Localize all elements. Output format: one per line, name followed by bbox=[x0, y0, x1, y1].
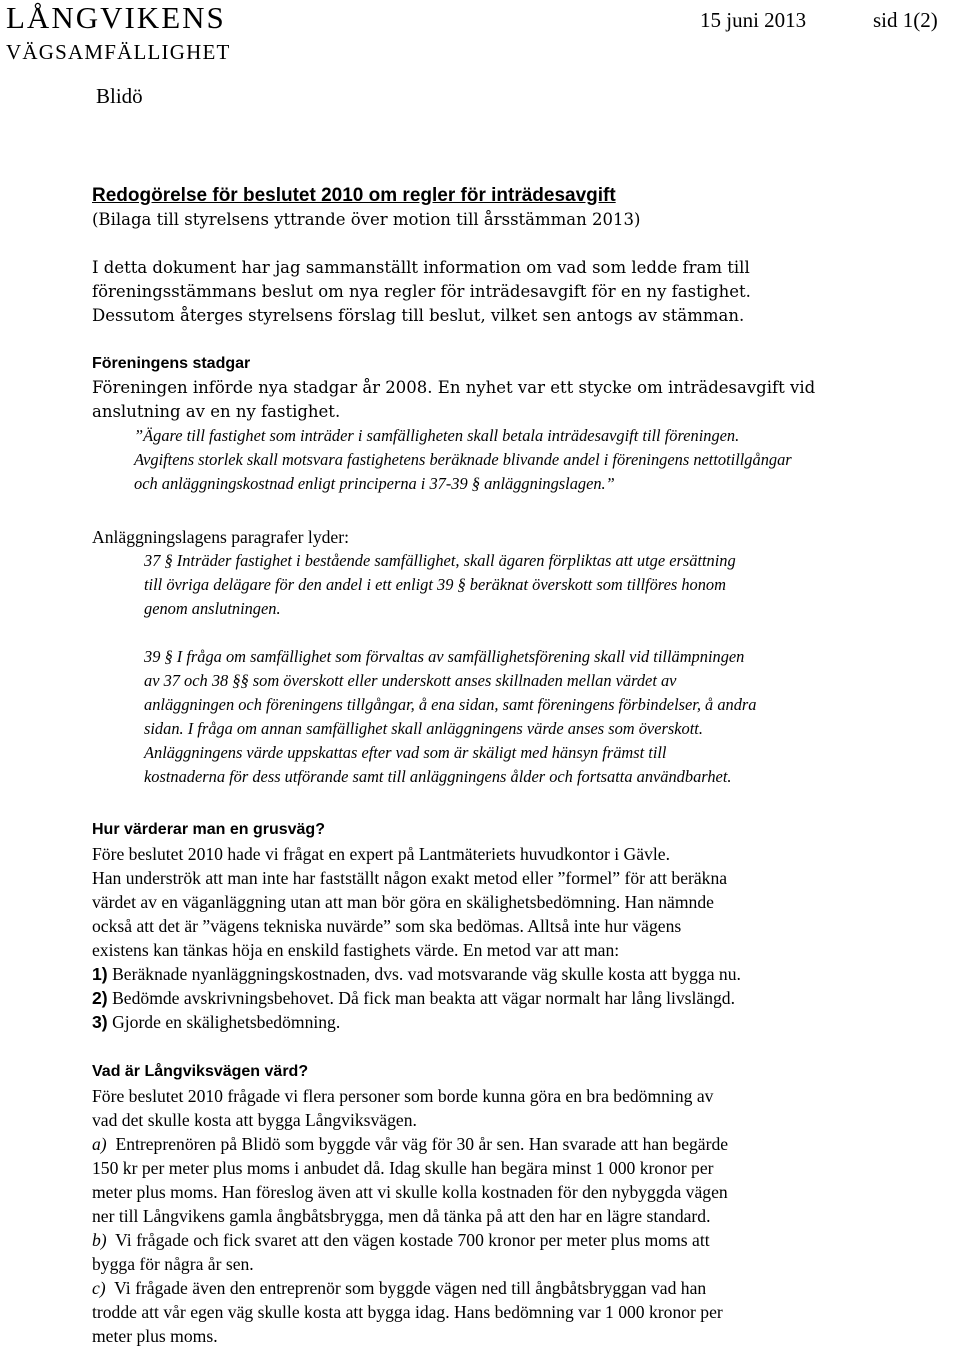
document-title: Redogörelse för beslutet 2010 om regler för inträdesavgift bbox=[92, 185, 616, 206]
grusvag-line: existens kan tänkas höja en enskild fastighets värde. En metod var att man: bbox=[92, 940, 620, 960]
answer-line: ner till Långvikens gamla ångbåtsbrygga, men då tänka på att den har en lägre standard. bbox=[92, 1206, 711, 1226]
answer-line: bygga för några år sen. bbox=[92, 1254, 254, 1274]
list-marker: c) bbox=[92, 1278, 106, 1298]
law-line: anläggningen och föreningens tillgångar, å ena sidan, samt föreningens förbindelser, å andra bbox=[144, 695, 757, 714]
answer-b bbox=[92, 1228, 952, 1252]
law-intro: Anläggningslagens paragrafer lyder: bbox=[92, 527, 349, 547]
quote-line: Avgiftens storlek skall motsvara fastighetens beräknade blivande andel i föreningens nettotillgångar bbox=[134, 450, 792, 469]
grusvag-line: Före beslutet 2010 hade vi frågat en expert på Lantmäteriets huvudkontor i Gävle. bbox=[92, 844, 670, 864]
place-name: Blidö bbox=[96, 84, 143, 108]
answer-line: meter plus moms. Han föreslog även att vi skulle kolla kostnaden för den nybyggda vägen bbox=[92, 1182, 728, 1202]
document-intro-section bbox=[92, 184, 952, 496]
step-number: 3) bbox=[92, 1012, 108, 1032]
answer-line: trodde att vår egen väg skulle kosta att bygga idag. Hans bedömning var 1 000 kronor per bbox=[92, 1302, 723, 1322]
method-step bbox=[92, 986, 952, 1010]
intro-line: I detta dokument har jag sammanställt information om vad som ledde fram till bbox=[92, 258, 750, 277]
page-number: sid 1(2) bbox=[873, 8, 938, 32]
law-line: till övriga delägare för den andel i ett enligt 39 § beräknat överskott som tillföres honom bbox=[144, 575, 726, 594]
law-line: 37 § Inträder fastighet i bestående samfällighet, skall ägaren förpliktas att utge ersättning bbox=[144, 551, 736, 570]
law-line: Anläggningens värde uppskattas efter vad som är skäligt med hänsyn främst till bbox=[144, 743, 667, 762]
langviks-line: Före beslutet 2010 frågade vi flera personer som borde kunna göra en bra bedömning av bbox=[92, 1086, 714, 1106]
gravel-road-section bbox=[92, 818, 952, 1034]
law-line: genom anslutningen. bbox=[144, 599, 281, 618]
step-text: Bedömde avskrivningsbehovet. Då fick man beakta att vägar normalt har lång livslängd. bbox=[112, 988, 735, 1008]
quote-line: och anläggningskostnad enligt principerna i 37-39 § anläggningslagen.” bbox=[134, 474, 615, 493]
answer-line: Entreprenören på Blidö som byggde vår väg för 30 år sen. Han svarade att han begärde bbox=[115, 1134, 729, 1154]
stadgar-quote bbox=[92, 424, 952, 496]
law-paragraph-39 bbox=[92, 645, 952, 789]
stadgar-line: anslutning av en ny fastighet. bbox=[92, 402, 341, 421]
law-paragraph-37 bbox=[92, 549, 952, 621]
org-subname: VÄGSAMFÄLLIGHET bbox=[6, 40, 231, 64]
step-text: Gjorde en skälighetsbedömning. bbox=[112, 1012, 341, 1032]
quote-line: ”Ägare till fastighet som inträder i samfälligheten skall betala inträdesavgift till föreningen. bbox=[134, 426, 740, 445]
grusvag-line: värdet av en väganläggning utan att man bör göra en skälighetsbedömning. Han nämnde bbox=[92, 892, 714, 912]
answer-line: 150 kr per meter plus moms i anbudet då. Idag skulle han begära minst 1 000 kronor per bbox=[92, 1158, 714, 1178]
step-text: Beräknade nyanläggningskostnaden, dvs. vad motsvarande väg skulle kosta att bygga nu. bbox=[112, 964, 741, 984]
document-subtitle: (Bilaga till styrelsens yttrande över motion till årsstämman 2013) bbox=[92, 210, 641, 229]
intro-line: föreningsstämmans beslut om nya regler för inträdesavgift för en ny fastighet. bbox=[92, 282, 751, 301]
list-marker: a) bbox=[92, 1134, 107, 1154]
section-heading-stadgar: Föreningens stadgar bbox=[92, 355, 251, 372]
answer-line: Vi frågade och fick svaret att den vägen kostade 700 kronor per meter plus moms att bbox=[115, 1230, 710, 1250]
answer-line: meter plus moms. bbox=[92, 1326, 218, 1346]
org-name: LÅNGVIKENS bbox=[6, 0, 226, 35]
law-line: av 37 och 38 §§ som överskott eller underskott anses skillnaden mellan värdet av bbox=[144, 671, 677, 690]
answer-a bbox=[92, 1132, 952, 1156]
intro-line: Dessutom återges styrelsens förslag till beslut, vilket sen antogs av stämman. bbox=[92, 306, 745, 325]
langviks-line: vad det skulle kosta att bygga Långviksvägen. bbox=[92, 1110, 417, 1130]
answer-line: Vi frågade även den entreprenör som byggde vägen ned till ångbåtsbryggan vad han bbox=[114, 1278, 707, 1298]
answer-c bbox=[92, 1276, 952, 1300]
header-date: 15 juni 2013 bbox=[700, 8, 807, 32]
law-line: sidan. I fråga om annan samfällighet skall anläggningens värde anses som överskott. bbox=[144, 719, 703, 738]
grusvag-line: också att det är ”vägens tekniska nuvärde” som ska bedömas. Alltså inte hur vägens bbox=[92, 916, 682, 936]
law-line: 39 § I fråga om samfällighet som förvaltas av samfällighetsförening skall vid tillämpningen bbox=[144, 647, 745, 666]
section-heading-grusvag: Hur värderar man en grusväg? bbox=[92, 821, 325, 838]
grusvag-line: Han underströk att man inte har fastställt någon exakt metod eller ”formel” för att beräkna bbox=[92, 868, 728, 888]
stadgar-line: Föreningen införde nya stadgar år 2008. En nyhet var ett stycke om inträdesavgift vid bbox=[92, 378, 816, 397]
step-number: 1) bbox=[92, 964, 108, 984]
road-value-section bbox=[92, 1060, 952, 1348]
law-section bbox=[92, 525, 952, 789]
method-step bbox=[92, 1010, 952, 1034]
law-line: kostnaderna för dess utförande samt till anläggningens ålder och fortsatta användbarhet. bbox=[144, 767, 732, 786]
step-number: 2) bbox=[92, 988, 108, 1008]
section-heading-langviksvagen: Vad är Långviksvägen värd? bbox=[92, 1063, 309, 1080]
list-marker: b) bbox=[92, 1230, 107, 1250]
method-step bbox=[92, 962, 952, 986]
